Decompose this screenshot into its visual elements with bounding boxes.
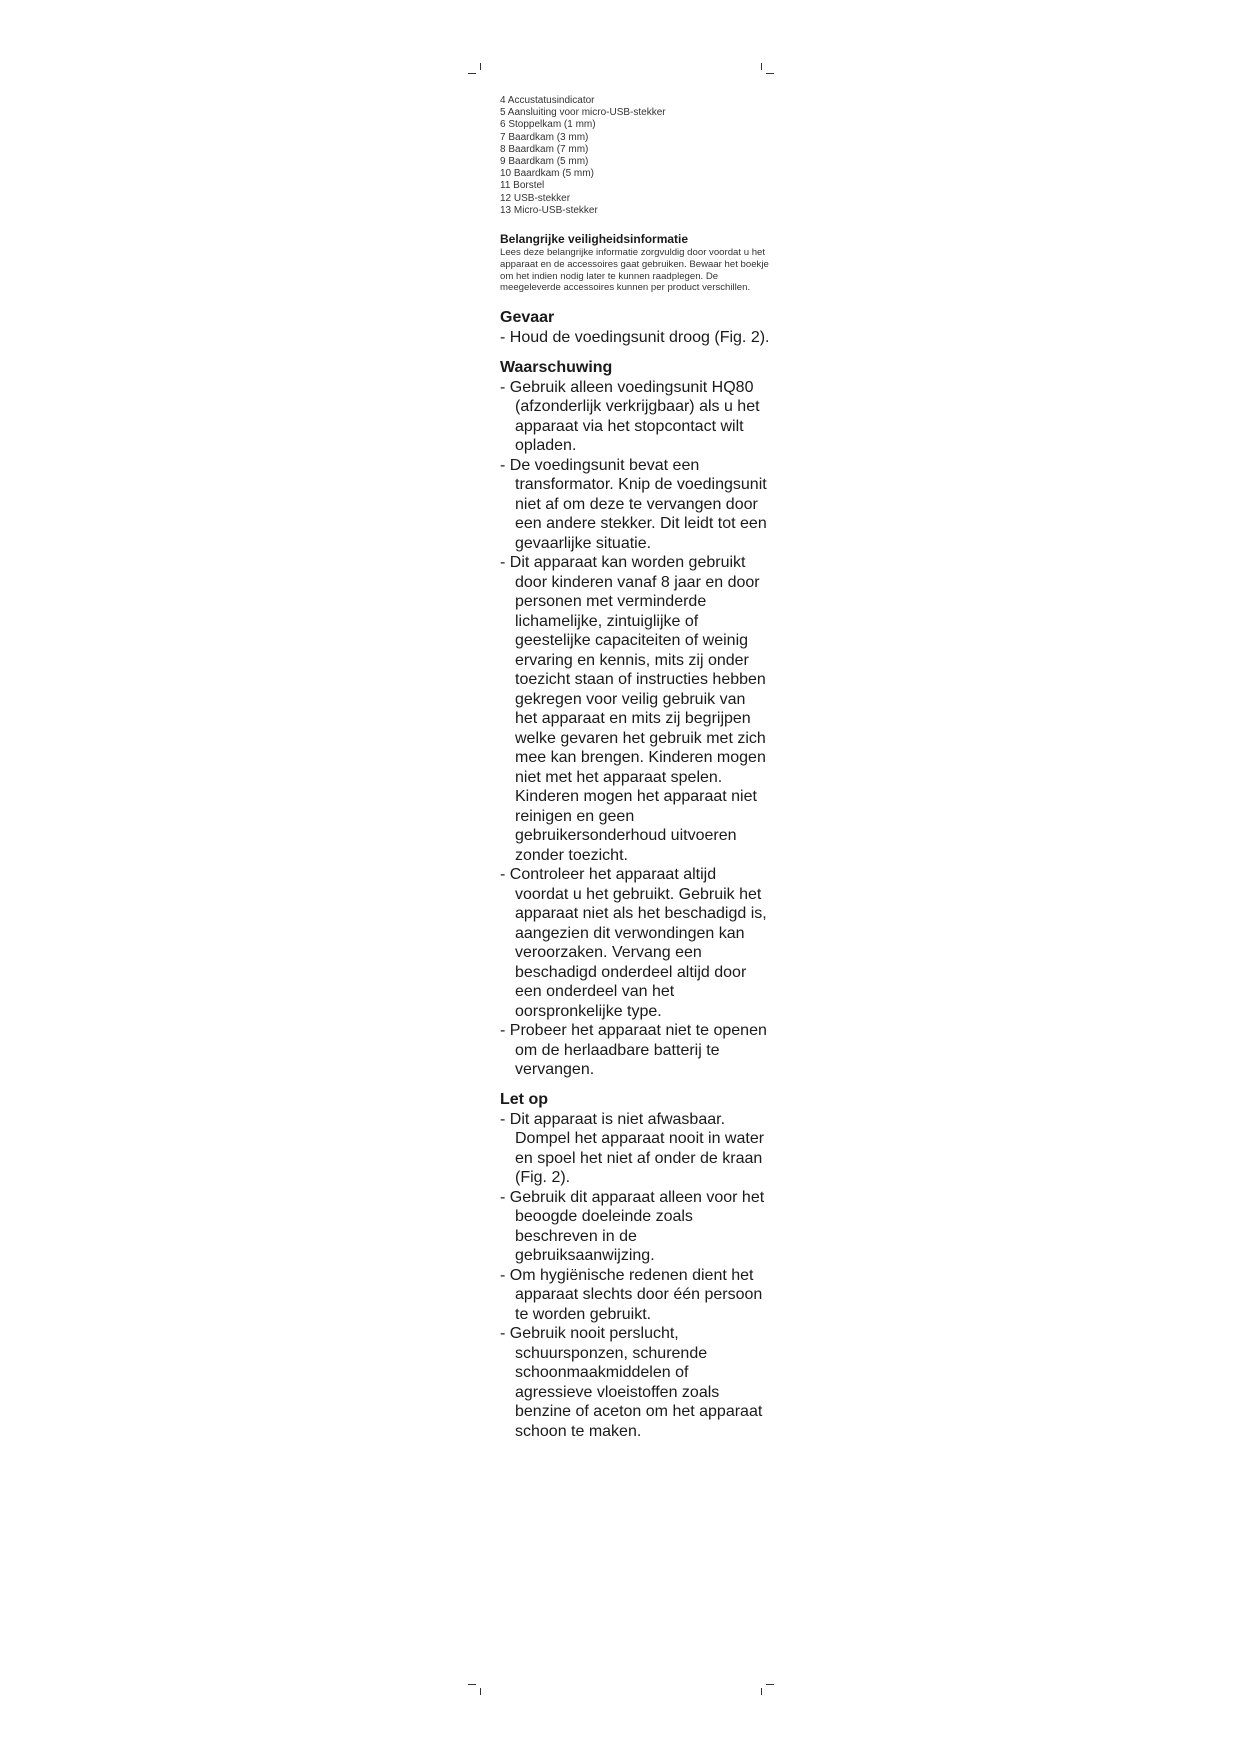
document-column	[500, 95, 770, 1441]
list-item: - Om hygiënische redenen dient het apparaat slechts door één persoon te worden gebruikt.	[500, 1266, 763, 1323]
list-item: 13 Micro-USB-stekker	[500, 204, 598, 216]
list-item: - Gebruik dit apparaat alleen voor het beoogde doeleinde zoals beschreven in de gebruiksaanwijzing.	[500, 1188, 765, 1265]
danger-list	[500, 328, 770, 348]
list-item: - Controleer het apparaat altijd voordat u het gebruikt. Gebruik het apparaat niet als het beschadigd is, aangezien dit verwondingen kan veroorzaken. Vervang een beschadigd onderdeel altijd door een onderdeel van het oorspronkelijke type.	[500, 866, 767, 1020]
list-item: - Probeer het apparaat niet te openen om de herlaadbare batterij te vervangen.	[500, 1022, 767, 1079]
list-item: - Gebruik alleen voedingsunit HQ80 (afzonderlijk verkrijgbaar) als u het apparaat via het stopcontact wilt opladen.	[500, 378, 760, 455]
safety-intro: Lees deze belangrijke informatie zorgvuldig door voordat u het apparaat en de accessoires gaat gebruiken. Bewaar het boekje om het indien nodig later te kunnen raadplegen. De meegeleverde accessoires kunnen per product verschillen.	[500, 247, 769, 294]
list-item: 9 Baardkam (5 mm)	[500, 156, 589, 168]
list-item: 8 Baardkam (7 mm)	[500, 143, 589, 155]
crop-mark-bottom-left	[468, 1683, 482, 1695]
crop-mark-top-left	[468, 63, 482, 75]
crop-mark-top-right	[760, 63, 774, 75]
list-item: - Houd de voedingsunit droog (Fig. 2).	[500, 329, 770, 347]
list-item: - Gebruik nooit perslucht, schuursponzen, schurende schoonmaakmiddelen of agressieve vloeistoffen zoals benzine of aceton om het apparaat schoon te maken.	[500, 1325, 763, 1440]
safety-title: Belangrijke veiligheidsinformatie	[500, 232, 689, 247]
caution-list	[500, 1110, 770, 1442]
warning-list	[500, 378, 770, 1080]
list-item: - De voedingsunit bevat een transformator. Knip de voedingsunit niet af om deze te vervangen door een andere stekker. Dit leidt tot een gevaarlijke situatie.	[500, 456, 767, 552]
list-item: 11 Borstel	[500, 180, 545, 192]
crop-mark-bottom-right	[760, 1683, 774, 1695]
parts-list	[500, 95, 770, 217]
list-item: - Dit apparaat is niet afwasbaar. Dompel het apparaat nooit in water en spoel het niet af onder de kraan (Fig. 2).	[500, 1110, 765, 1187]
list-item: 12 USB-stekker	[500, 192, 571, 204]
list-item: - Dit apparaat kan worden gebruikt door kinderen vanaf 8 jaar en door personen met verminderde lichamelijke, zintuiglijke of geestelijke capaciteiten of weinig ervaring en kennis, mits zij onder toezicht staan of instructies hebben gekregen voor veilig gebruik van het apparaat en mits zij begrijpen welke gevaren het gebruik met zich mee kan brengen. Kinderen mogen niet met het apparaat spelen. Kinderen mogen het apparaat niet reinigen en geen gebruikersonderhoud uitvoeren zonder toezicht.	[500, 554, 766, 864]
list-item: 4 Accustatusindicator	[500, 95, 595, 106]
warning-heading: Waarschuwing	[500, 358, 613, 376]
list-item: 7 Baardkam (3 mm)	[500, 131, 589, 143]
list-item: 6 Stoppelkam (1 mm)	[500, 119, 596, 131]
list-item: 5 Aansluiting voor micro-USB-stekker	[500, 107, 666, 119]
caution-heading: Let op	[500, 1090, 548, 1108]
danger-heading: Gevaar	[500, 309, 555, 327]
list-item: 10 Baardkam (5 mm)	[500, 168, 594, 180]
